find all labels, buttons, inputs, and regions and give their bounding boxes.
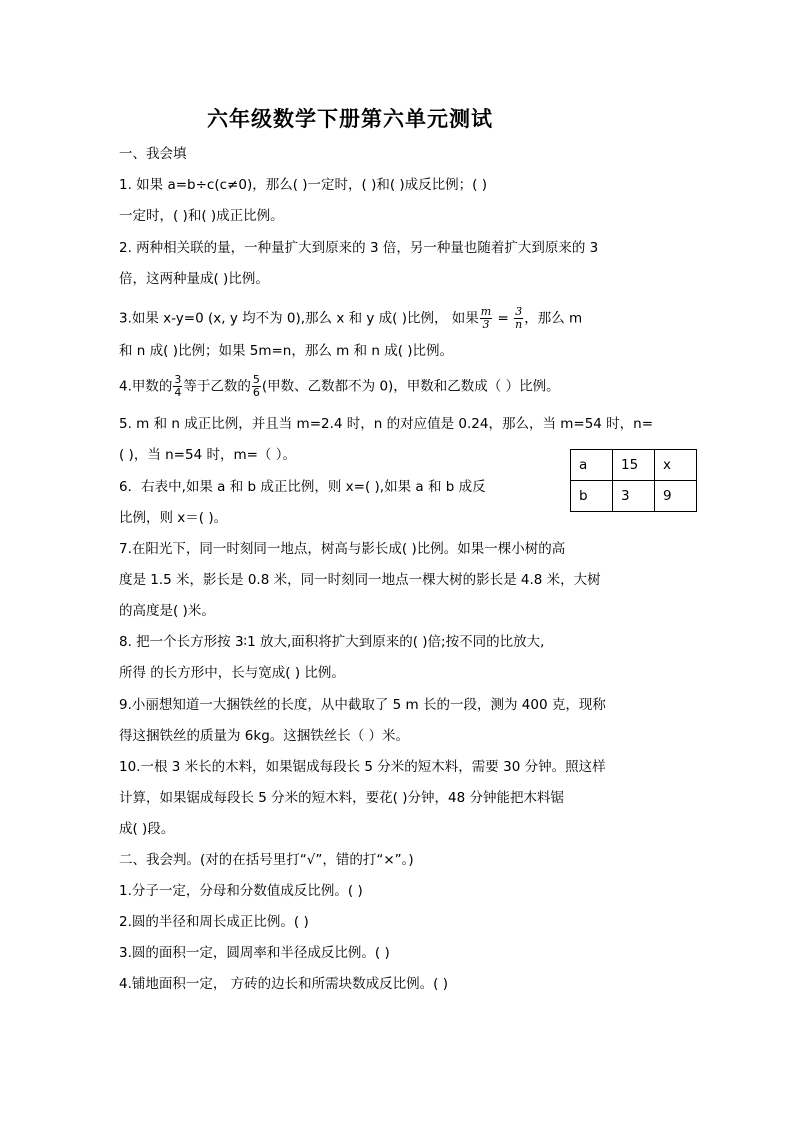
question-1-line-1: 1. 如果 a=b÷c(c≠0)，那么( )一定时，( )和( )成反比例；( ) xyxy=(119,177,488,193)
fraction-3-over-4 xyxy=(173,374,182,399)
table-cell: 9 xyxy=(655,481,697,512)
judge-question-1: 1.分子一定，分母和分数值成反比例。( ) xyxy=(119,883,363,899)
judge-question-4: 4.铺地面积一定， 方砖的边长和所需块数成反比例。( ) xyxy=(119,976,448,992)
question-7-line-3: 的高度是( )米。 xyxy=(119,603,215,619)
fraction-numerator: 5 xyxy=(252,373,260,386)
fraction-5-over-6 xyxy=(252,374,261,399)
question-6-line-1: 6．右表中,如果 a 和 b 成正比例，则 x=( ),如果 a 和 b 成反 xyxy=(119,479,486,495)
question-4-text-c: (甲数、乙数都不为 0)，甲数和乙数成（ ）比例。 xyxy=(261,378,560,395)
question-3-line-2: 和 n 成( )比例；如果 5m=n，那么 m 和 n 成( )比例。 xyxy=(119,343,454,359)
question-7-line-1: 7.在阳光下，同一时刻同一地点，树高与影长成( )比例。如果一棵小树的高 xyxy=(119,541,566,557)
question-1-line-2: 一定时，( )和( )成正比例。 xyxy=(119,208,284,224)
question-2-line-1: 2. 两种相关联的量，一种量扩大到原来的 3 倍，另一种量也随着扩大到原来的 3 xyxy=(119,240,599,256)
question-4-text-a: 4.甲数的 xyxy=(119,378,173,395)
section-judge-heading: 二、我会判。(对的在括号里打“√”，错的打“×”。) xyxy=(119,852,414,868)
question-10-line-1: 10.一根 3 米长的木料，如果锯成每段长 5 分米的短木料，需要 30 分钟。照这样 xyxy=(119,759,606,775)
question-6-line-2: 比例，则 x＝( )。 xyxy=(119,510,228,526)
table-cell: a xyxy=(571,450,613,481)
question-2-line-2: 倍，这两种量成( )比例。 xyxy=(119,271,269,287)
question-5-line-1: 5. m 和 n 成正比例，并且当 m=2.4 时，n 的对应值是 0.24，那么，当 m=54 时，n= xyxy=(119,416,654,432)
table-cell: 15 xyxy=(613,450,655,481)
table-row xyxy=(571,481,697,512)
table-cell: b xyxy=(571,481,613,512)
question-8-line-2: 所得 的长方形中，长与宽成( ) 比例。 xyxy=(119,665,345,681)
question-10-line-2: 计算，如果锯成每段长 5 分米的短木料，要花( )分钟，48 分钟能把木料锯 xyxy=(119,790,564,806)
fraction-m-over-3 xyxy=(480,306,492,331)
question-9-line-1: 9.小丽想知道一大捆铁丝的长度，从中截取了 5 m 长的一段，测为 400 克，现称 xyxy=(119,697,606,713)
fraction-denominator: n xyxy=(515,318,523,331)
question-10-line-3: 成( )段。 xyxy=(119,821,175,837)
fraction-numerator: m xyxy=(480,305,492,318)
fraction-3-over-n xyxy=(514,306,523,331)
page-title: 六年级数学下册第六单元测试 xyxy=(207,106,493,131)
table-cell: 3 xyxy=(613,481,655,512)
table-cell: x xyxy=(655,450,697,481)
judge-question-2: 2.圆的半径和周长成正比例。( ) xyxy=(119,914,309,930)
question-7-line-2: 度是 1.5 米，影长是 0.8 米，同一时刻同一地点一棵大树的影长是 4.8 米，大树 xyxy=(119,572,601,588)
question-6-table xyxy=(570,449,697,512)
fraction-denominator: 4 xyxy=(174,386,182,399)
fraction-numerator: 3 xyxy=(515,305,523,318)
question-9-line-2: 得这捆铁丝的质量为 6kg。这捆铁丝长（ ）米。 xyxy=(119,728,410,744)
question-4-text-b: 等于乙数的 xyxy=(183,378,251,395)
question-8-line-1: 8. 把一个长方形按 3∶1 放大,面积将扩大到原来的( )倍;按不同的比放大, xyxy=(119,634,545,650)
question-3-text-a: 3.如果 x-y=0 (x, y 均不为 0),那么 x 和 y 成( )比例， 如果 xyxy=(119,310,479,327)
question-5-line-2: ( )，当 n=54 时，m=（ ）。 xyxy=(119,447,296,463)
section-fill-heading: 一、我会填 xyxy=(119,146,187,162)
question-4-line xyxy=(119,374,560,399)
question-3-line-1 xyxy=(119,306,582,331)
fraction-numerator: 3 xyxy=(174,373,182,386)
equals-sign: = xyxy=(497,310,509,327)
fraction-denominator: 6 xyxy=(252,386,260,399)
table-row xyxy=(571,450,697,481)
fraction-denominator: 3 xyxy=(482,318,490,331)
judge-question-3: 3.圆的面积一定，圆周率和半径成反比例。( ) xyxy=(119,945,390,961)
question-3-text-b: ，那么 m xyxy=(524,310,583,327)
